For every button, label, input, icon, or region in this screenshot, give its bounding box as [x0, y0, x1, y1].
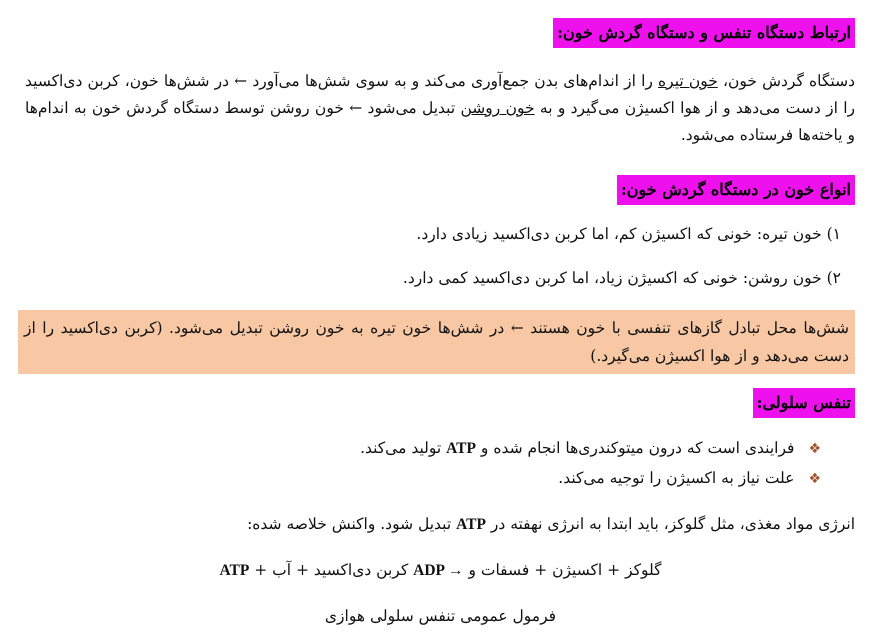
paragraph-text: را از اندام‌های بدن جمع‌آوری می‌کند و به سوی شش‌ها می‌آورد ← در شش‌ها خون، کربن دی‌اکسید را از دست می‌دهد و از هوا اکسیژن می‌گیرد و به: [25, 72, 856, 117]
highlight-note: شش‌ها محل تبادل گازهای تنفسی با خون هستند ← در شش‌ها خون تیره به خون روشن تبدیل می‌شود. (کربن دی‌اکسید را از دست می‌دهد و از هوا اکسیژن می‌گیرد.): [18, 310, 855, 374]
equation-caption: فرمول عمومی تنفس سلولی هوازی: [324, 607, 557, 625]
heading-respiration-circulation: ارتباط دستگاه تنفس و دستگاه گردش خون:: [553, 18, 855, 48]
energy-sentence: [247, 511, 855, 538]
diamond-bullet-icon: ❖: [808, 441, 821, 457]
paragraph-text: تبدیل می‌شود ← خون روشن توسط دستگاه گردش خون به اندام‌ها و یاخته‌ها فرستاده می‌شود.: [25, 99, 855, 144]
underlined-term-bright-blood: خون روشن: [460, 99, 535, 117]
atp-term: ATP: [446, 440, 476, 457]
equation-products: کربن دی‌اکسید + آب +: [249, 561, 414, 579]
bullet-text: تولید می‌کند.: [360, 439, 447, 457]
reaction-equation: [0, 557, 881, 584]
paragraph-circulation: [25, 68, 855, 149]
bullet-text: علت نیاز به اکسیژن را توجیه می‌کند.: [558, 469, 795, 487]
bullet-item-mitochondria: [360, 435, 821, 462]
atp-term: ATP: [456, 516, 486, 533]
bullet-item-oxygen: [558, 465, 821, 492]
equation-atp: ATP: [219, 562, 250, 579]
equation-reactants: گلوکز + اکسیژن + فسفات و: [463, 561, 662, 579]
list-item-bright-blood: ۲) خون روشن: خونی که اکسیژن زیاد، اما کربن دی‌اکسید کمی دارد.: [402, 269, 841, 287]
energy-text: انرژی مواد مغذی، مثل گلوکز، باید ابتدا به انرژی نهفته در: [485, 515, 855, 533]
heading-cellular-respiration: تنفس سلولی:: [753, 388, 855, 418]
bullet-text: فرایندی است که درون میتوکندری‌ها انجام شده و: [475, 439, 795, 457]
list-item-dark-blood: ۱) خون تیره: خونی که اکسیژن کم، اما کربن دی‌اکسید زیادی دارد.: [416, 225, 841, 243]
underlined-term-dark-blood: خون تیره: [658, 72, 718, 90]
paragraph-text: دستگاه گردش خون،: [717, 72, 855, 90]
energy-text: تبدیل شود. واکنش خلاصه شده:: [247, 515, 457, 533]
heading-blood-types: انواع خون در دستگاه گردش خون:: [617, 175, 855, 205]
diamond-bullet-icon: ❖: [808, 471, 821, 487]
equation-adp-arrow: ADP →: [413, 562, 464, 579]
